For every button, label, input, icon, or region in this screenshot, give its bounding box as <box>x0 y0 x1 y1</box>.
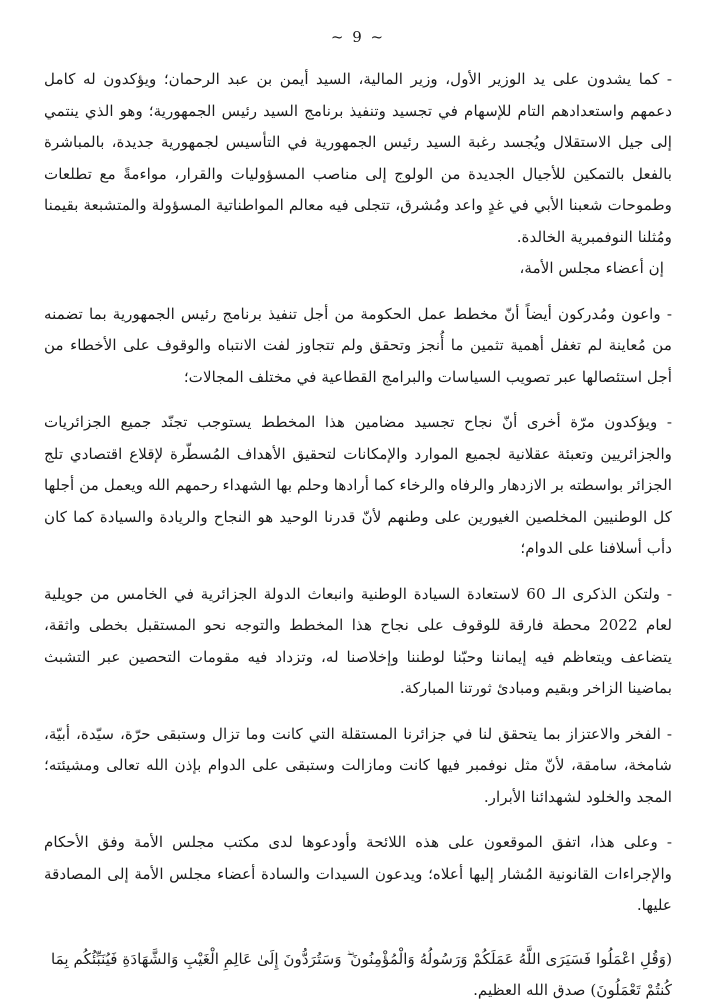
paragraph-action-plan: - واعون ومُدركون أيضاً أنّ مخطط عمل الحكومة من أجل تنفيذ برنامج رئيس الجمهورية بما تضمنه من مُعاينة لم تغفل أهمية تثمين ما أُنجز وتحقق ولم تتجاوز لفت الانتباه والوقوف على الأخطاء من أجل استئصالها عبر تصويب السياسات والبرامج القطاعية في مختلف المجالات؛ <box>44 299 672 394</box>
page-number: ~ 9 ~ <box>330 28 386 46</box>
paragraph-mobilization: - ويؤكدون مرّة أخرى أنّ نجاح تجسيد مضامين هذا المخطط يستوجب تجنّد جميع الجزائريات والجزائريين وتعبئة عقلانية لجميع الموارد والإمكانات لتحقيق الأهداف المُسطّرة لإقلاع اقتصادي تلج الجزائر بواسطته بر الازدهار والرفاه والرخاء كما أرادها وحلم بها الشهداء رحمهم الله ويعمل من أجلها كل الوطنيين المخلصين الغيورين على وطنهم لأنّ قدرنا الوحيد هو النجاح والريادة والسيادة كما كان دأب أسلافنا على الدوام؛ <box>44 407 672 565</box>
quran-quote: (وَقُلِ اعْمَلُوا فَسَيَرَى اللَّهُ عَمَلَكُمْ وَرَسُولُهُ وَالْمُؤْمِنُونَ ۖ وَسَتُرَدُّونَ إِلَىٰ عَالِمِ الْغَيْبِ وَالشَّهَادَةِ فَيُنَبِّئُكُم بِمَا كُنتُمْ تَعْمَلُونَ) صدق الله العظيم. <box>51 949 672 999</box>
paragraph-pride: - الفخر والاعتزاز بما يتحقق لنا في جزائرنا المستقلة التي كانت وما تزال وستبقى حرّة، سيّدة، أبيّة، شامخة، سامقة، لأنّ مثل نوفمبر فيها كانت ومازالت وستبقى على الدوام بإذن الله تعالى ومشيئته؛ المجد والخلود لشهدائنا الأبرار. <box>44 719 672 814</box>
address-line: إن أعضاء مجلس الأمة، <box>519 259 664 277</box>
paragraph-support-prime-minister: - كما يشدون على يد الوزير الأول، وزير المالية، السيد أيمن بن عبد الرحمان؛ ويؤكدون له كامل دعمهم واستعدادهم التام للإسهام في تجسيد وتنفيذ برنامج السيد رئيس الجمهورية؛ وهو الذي ينتمي إلى جيل الاستقلال ويُجسد رغبة السيد رئيس الجمهورية في التأسيس لجمهورية جديدة، بالمباشرة بالفعل بالتمكين للأجيال الجديدة من الولوج إلى مناصب المسؤوليات والقرار، مواءمةً مع تطلعات وطموحات شعبنا الأبي في غدٍ واعد ومُشرق، تتجلى فيه معالم المواطناتية المسؤولة والمتشبعة بقيمنا ومُثلنا النوفمبرية الخالدة. <box>44 64 672 253</box>
paragraph-resolution: - وعلى هذا، اتفق الموقعون على هذه اللائحة وأودعوها لدى مكتب مجلس الأمة وفق الأحكام والإجراءات القانونية المُشار إليها أعلاه؛ ويدعون السيدات والسادة أعضاء مجلس الأمة إلى المصادقة عليها. <box>44 827 672 922</box>
paragraph-anniversary: - ولتكن الذكرى الـ 60 لاستعادة السيادة الوطنية وانبعاث الدولة الجزائرية في الخامس من جويلية لعام 2022 محطة فارقة للوقوف على نجاح هذا المخطط والتوجه نحو المستقبل بخطى واثقة، يتضاعف ويتعاظم فيه إيماننا وحبّنا لوطننا وإخلاصنا له، وتزداد فيه مقومات التحصين عبر التشبث بماضينا الزاخر وبقيم ومبادئ ثورتنا المباركة. <box>44 579 672 705</box>
